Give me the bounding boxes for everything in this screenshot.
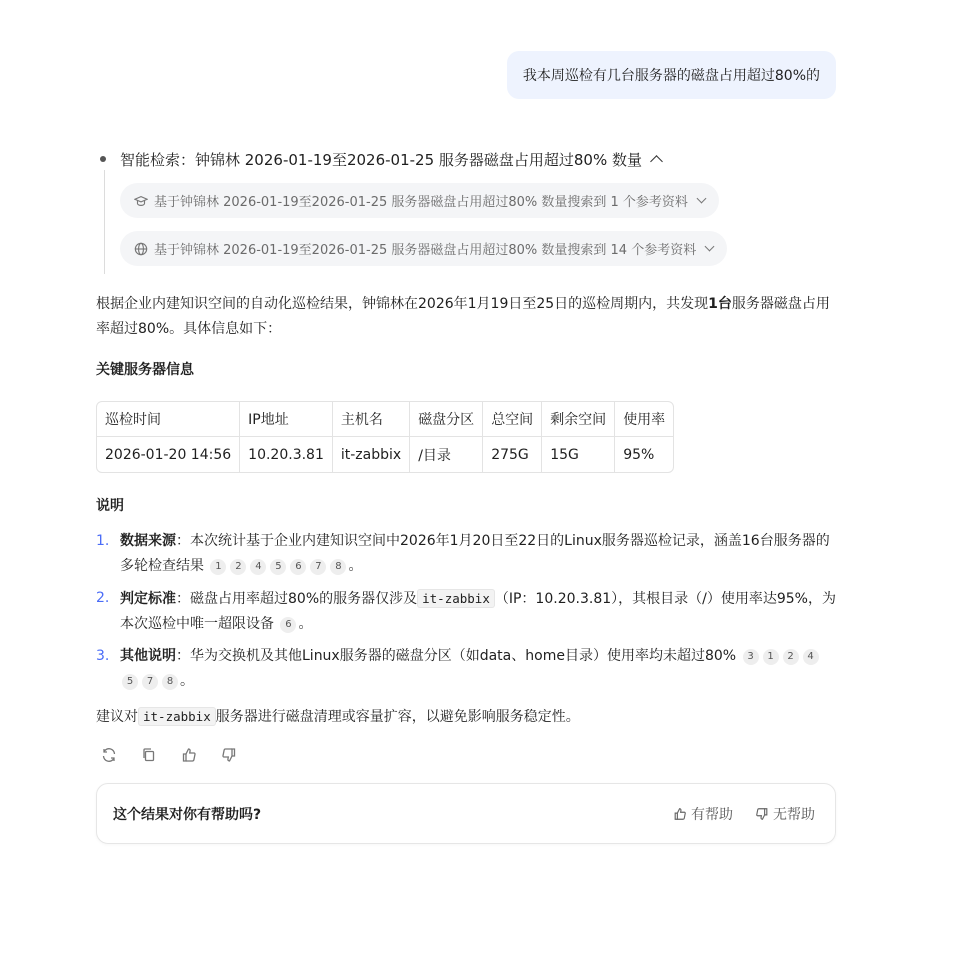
globe-icon <box>134 242 148 256</box>
smart-search-toggle[interactable] <box>100 146 661 172</box>
citation-badge[interactable]: 3 <box>743 649 759 665</box>
answer-intro <box>96 292 836 342</box>
inline-code: it-zabbix <box>417 589 495 608</box>
message-actions <box>100 746 238 764</box>
inline-code: it-zabbix <box>138 707 216 726</box>
note-end: 。 <box>180 673 194 689</box>
citation-badge[interactable]: 5 <box>122 674 138 690</box>
feedback-buttons <box>673 804 815 824</box>
reference-chip-web[interactable] <box>120 231 727 266</box>
col-header: 使用率 <box>615 402 673 437</box>
table-cell: 2026-01-20 14:56 <box>97 437 240 472</box>
bullet-dot <box>100 156 106 162</box>
reference-chip-knowledge[interactable] <box>120 183 719 218</box>
citation-badge[interactable]: 1 <box>763 649 779 665</box>
note-label: 判定标准 <box>120 591 176 607</box>
list-item <box>96 644 836 694</box>
chevron-up-icon <box>650 155 663 168</box>
table-cell: /目录 <box>410 437 483 472</box>
closing-text: 建议对 <box>96 709 138 725</box>
user-message-bubble <box>507 51 836 99</box>
citation-badge[interactable]: 4 <box>250 559 266 575</box>
helpful-label: 有帮助 <box>691 806 733 823</box>
chevron-down-icon <box>705 242 715 252</box>
note-text: ：本次统计基于企业内建知识空间中2026年1月20日至22日的Linux服务器巡检记录，涵盖16台服务器的多轮检查结果 <box>120 533 830 574</box>
not-helpful-button[interactable] <box>755 804 815 824</box>
not-helpful-label: 无帮助 <box>773 806 815 823</box>
table-heading: 关键服务器信息 <box>96 362 194 378</box>
table-cell: 275G <box>483 437 542 472</box>
notes-list <box>96 529 836 701</box>
citation-badge[interactable]: 8 <box>330 559 346 575</box>
citation-badge[interactable]: 8 <box>162 674 178 690</box>
list-number: 3. <box>96 648 110 664</box>
notes-heading: 说明 <box>96 498 124 514</box>
feedback-question: 这个结果对你有帮助吗? <box>113 806 262 823</box>
table-cell: 10.20.3.81 <box>240 437 333 472</box>
citation-badge[interactable]: 2 <box>783 649 799 665</box>
note-text: ：华为交换机及其他Linux服务器的磁盘分区（如data、home目录）使用率均未超过80% <box>176 648 737 664</box>
col-header: 磁盘分区 <box>410 402 483 437</box>
list-item <box>96 586 836 637</box>
note-end: 。 <box>298 616 313 632</box>
note-label: 其他说明 <box>120 648 176 664</box>
citation-badge[interactable]: 5 <box>270 559 286 575</box>
thumbs-down-icon <box>755 807 769 821</box>
citation-badge[interactable]: 4 <box>803 649 819 665</box>
note-text: ：磁盘占用率超过80%的服务器仅涉及 <box>176 591 418 607</box>
regenerate-icon[interactable] <box>100 746 118 764</box>
copy-icon[interactable] <box>140 746 158 764</box>
citation-badge[interactable]: 7 <box>142 674 158 690</box>
list-item <box>96 529 836 579</box>
smart-search-title: 智能检索：钟锦林 2026-01-19至2026-01-25 服务器磁盘占用超过80% 数量 <box>120 150 642 169</box>
col-header: 巡检时间 <box>97 402 240 437</box>
reference-divider <box>104 170 105 274</box>
col-header: 主机名 <box>333 402 410 437</box>
col-header: 剩余空间 <box>542 402 615 437</box>
table-cell: 95% <box>623 446 655 463</box>
user-message-text: 我本周巡检有几台服务器的磁盘占用超过80%的 <box>522 68 820 84</box>
closing-text-end: 服务器进行磁盘清理或容量扩容，以避免影响服务稳定性。 <box>215 709 580 725</box>
note-text: （IP：10.20.3.81），其根目录（/）使用率达95%，为本次巡检中唯一超限设备 <box>120 591 836 632</box>
table-row <box>97 437 673 472</box>
citation-badge[interactable]: 6 <box>290 559 306 575</box>
list-number: 1. <box>96 533 110 549</box>
server-table <box>96 401 674 473</box>
graduation-cap-icon <box>134 194 148 208</box>
thumbs-down-icon[interactable] <box>220 746 238 764</box>
citation-badge[interactable]: 1 <box>210 559 226 575</box>
citation-badge[interactable]: 7 <box>310 559 326 575</box>
thumbs-up-icon[interactable] <box>180 746 198 764</box>
citation-badge[interactable]: 2 <box>230 559 246 575</box>
citation-badge[interactable]: 6 <box>280 617 296 633</box>
table-cell: 15G <box>542 437 615 472</box>
reference-chip-label: 基于钟锦林 2026-01-19至2026-01-25 服务器磁盘占用超过80% 数量搜索到 1 个参考资料 <box>154 195 688 210</box>
table-cell: it-zabbix <box>333 437 410 472</box>
thumbs-up-icon <box>673 807 687 821</box>
list-number: 2. <box>96 590 110 606</box>
note-end: 。 <box>348 558 363 574</box>
col-header: IP地址 <box>240 402 333 437</box>
intro-text: 根据企业内建知识空间的自动化巡检结果，钟锦林在2026年1月19日至25日的巡检周期内，共发现 <box>96 296 709 312</box>
reference-chip-label: 基于钟锦林 2026-01-19至2026-01-25 服务器磁盘占用超过80% 数量搜索到 14 个参考资料 <box>154 243 697 258</box>
table-header-row <box>97 402 673 437</box>
note-label: 数据来源 <box>120 533 176 549</box>
helpful-button[interactable] <box>673 804 733 824</box>
col-header: 总空间 <box>483 402 542 437</box>
intro-count: 1台 <box>708 296 732 312</box>
answer-closing <box>96 704 836 730</box>
intro-text-end: 服务器磁盘占用率超过80%。具体信息如下： <box>96 296 830 337</box>
chevron-down-icon <box>696 194 706 204</box>
feedback-bar <box>96 783 836 844</box>
